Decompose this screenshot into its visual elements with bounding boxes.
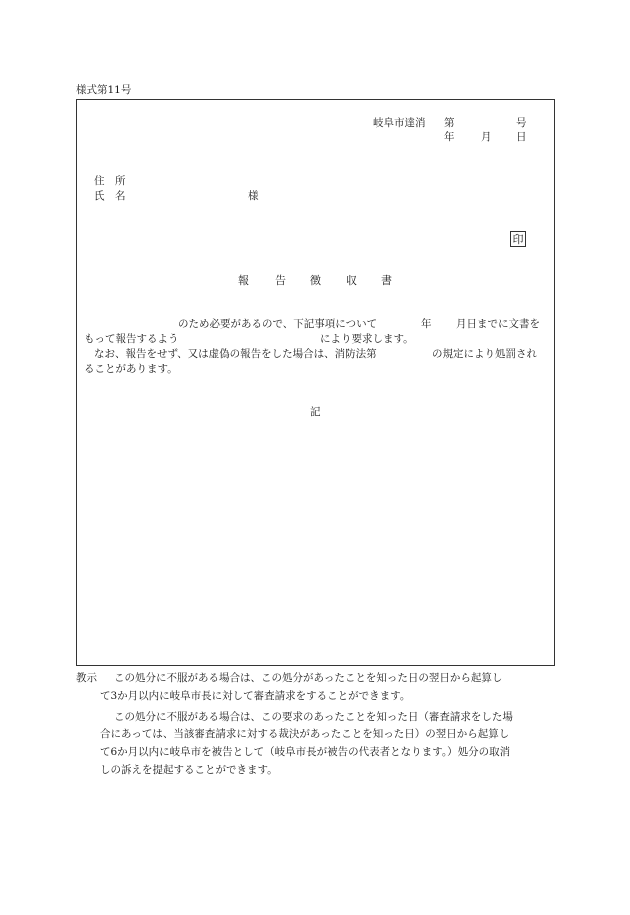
title-char-4: 収 [346,274,357,287]
ki-heading: 記 [310,406,321,418]
body-line-3b: の規定により処罰され [432,348,537,360]
body-line-4: ることがあります。 [84,363,178,375]
notice-label: 教示 [76,672,97,684]
form-frame [76,99,555,666]
title-char-1: 報 [238,274,249,287]
notice-line-2: て3か月以内に岐阜市長に対して審査請求をすることができます。 [100,690,411,702]
body-line-3a: なお、報告をせず、又は虚偽の報告をした場合は、消防法第 [94,348,377,360]
title-char-5: 書 [381,274,392,287]
document-number-suffix: 号 [516,117,527,129]
body-line-1a: のため必要があるので、下記事項について [178,318,378,330]
name-label: 氏 名 [94,190,126,202]
body-line-2b: により要求します。 [320,333,414,345]
body-line-1-year: 年 [421,318,432,330]
title-char-3: 徴 [310,274,321,287]
honorific-label: 様 [248,190,259,202]
notice-line-3: この処分に不服がある場合は、この要求のあったことを知った日（審査請求をした場 [114,711,513,723]
document-number-prefix: 第 [444,117,455,129]
notice-line-6: しの訴えを提起することができます。 [100,764,278,776]
notice-line-5: て6か月以内に岐阜市を被告として（岐阜市長が被告の代表者となります。）処分の取消 [100,746,511,758]
title-char-2: 告 [275,274,286,287]
date-day-label: 日 [516,131,527,143]
issuer-office: 岐阜市達消 [373,117,426,129]
body-line-2a: もって報告するよう [84,333,179,345]
seal-stamp: 印 [510,231,526,247]
date-year-label: 年 [444,131,455,143]
notice-line-1: この処分に不服がある場合は、この処分があったことを知った日の翌日から起算し [114,672,503,684]
notice-line-4: 合にあっては、当該審査請求に対する裁決があったことを知った日）の翌日から起算し [100,728,510,740]
address-label: 住 所 [94,175,126,187]
form-number-label: 様式第11号 [76,84,132,96]
date-month-label: 月 [481,131,492,143]
body-line-1b: 月日までに文書を [456,318,540,330]
